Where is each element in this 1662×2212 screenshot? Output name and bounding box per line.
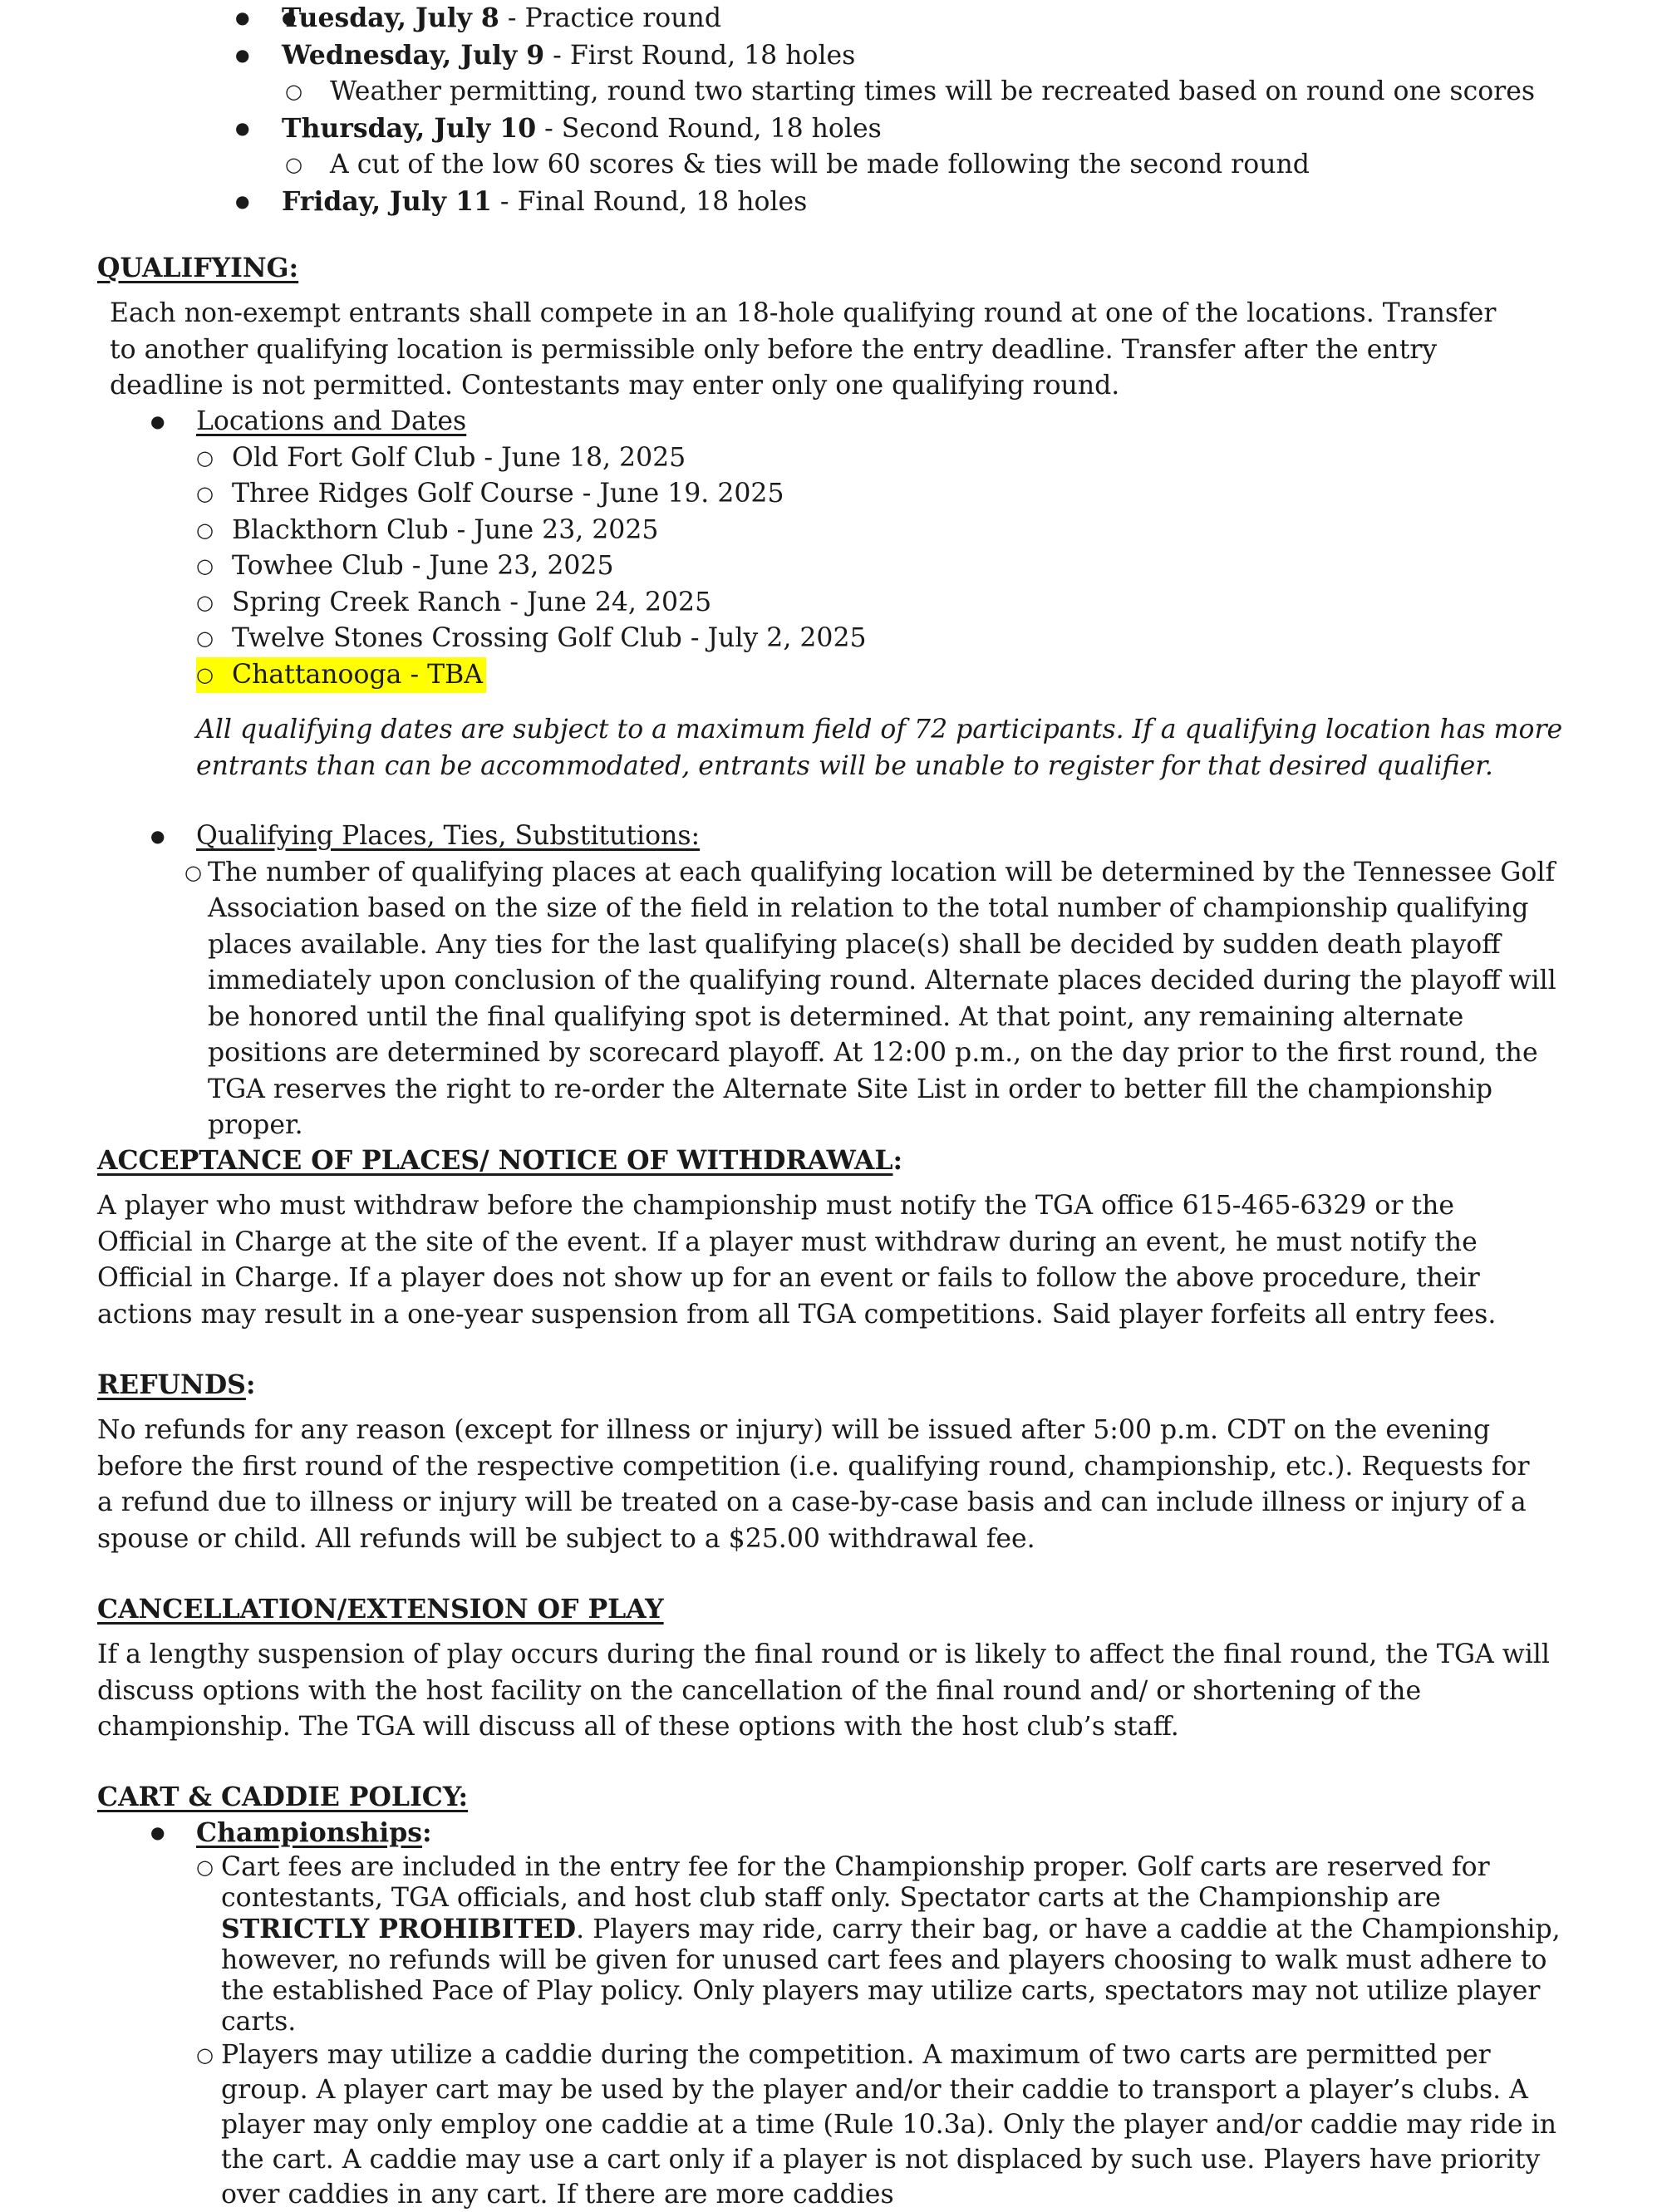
acceptance-heading-row (97, 1143, 1662, 1180)
location-text: Three Ridges Golf Course - June 19. 2025 (232, 479, 784, 509)
cart-item-text-a: Cart fees are included in the entry fee for the Championship proper. Golf carts are reserved for contestants, TGA officials, and host club staff only. Spectator carts at the Championship are (221, 1851, 1490, 1913)
schedule-desc: - Final Round, 18 holes (491, 186, 808, 217)
championships-label: Championships (196, 1817, 422, 1848)
circle-bullet-icon: ○ (196, 445, 214, 469)
schedule-desc: - Second Round, 18 holes (536, 113, 882, 144)
places-item (0, 855, 1662, 1144)
places-label-row (0, 818, 1662, 855)
location-item (0, 548, 1662, 585)
circle-bullet-icon: ○ (196, 590, 214, 614)
bullet-icon: ● (150, 826, 165, 846)
places-label: Qualifying Places, Ties, Substitutions: (196, 821, 701, 851)
refunds-colon: : (245, 1369, 256, 1400)
prohibited-text: STRICTLY PROHIBITED (221, 1913, 577, 1944)
location-text: Twelve Stones Crossing Golf Club - July 2, 2025 (232, 623, 867, 653)
location-item (0, 621, 1662, 657)
schedule-desc: - Practice round (499, 3, 721, 33)
caddie-item-text: Players may utilize a caddie during the competition. A maximum of two carts are permitted per group. A player cart may be used by the player and/or their caddie to transport a player’s clubs. A player may only employ one caddie at a time (Rule 10.3a). Only the player and/or caddie may ride in the cart. A caddie may use a cart only if a player is not displaced by such use. Players have priority over caddies in any cart. If there are more caddies (221, 2039, 1557, 2210)
location-item (0, 513, 1662, 549)
circle-bullet-icon: ○ (196, 662, 214, 686)
locations-label: Locations and Dates (196, 406, 467, 436)
circle-bullet-icon: ○ (285, 80, 302, 103)
bullet-icon: ● (150, 411, 165, 431)
schedule-item (0, 184, 1662, 221)
qualifying-intro: Each non-exempt entrants shall compete in an 18-hole qualifying round at one of the locations. Transfer to another qualifying location is permissible only before the entry deadline. Transfer after the entry deadline is not permitted. Contestants may enter only one qualifying round. (110, 298, 1497, 401)
schedule-day: Wednesday, July 9 (282, 39, 545, 71)
circle-bullet-icon: ○ (196, 2042, 214, 2067)
highlight-mark (196, 657, 486, 694)
location-item (0, 585, 1662, 622)
circle-bullet-icon: ○ (196, 627, 214, 650)
location-item (0, 476, 1662, 513)
field-note: All qualifying dates are subject to a maximum field of 72 participants. If a qualifying location has more entrants than can be accommodated, entrants will be unable to register for that desired qualifier. (196, 715, 1563, 781)
cart-heading: CART & CADDIE POLICY: (97, 1782, 469, 1812)
qualifying-heading: QUALIFYING: (97, 253, 299, 283)
location-text: Towhee Club - June 23, 2025 (232, 551, 614, 581)
location-text: Old Fort Golf Club - June 18, 2025 (232, 442, 686, 473)
schedule-note-text: A cut of the low 60 scores & ties will be made following the second round (330, 150, 1310, 179)
cart-item (0, 1852, 1662, 2037)
caddie-item (0, 2037, 1662, 2212)
refunds-heading-row (97, 1367, 1662, 1404)
cart-item-text (221, 1852, 1579, 2037)
refunds-text: No refunds for any reason (except for illness or injury) will be issued after 5:00 p.m. CDT on the evening before the first round of the respective competition (i.e. qualifying round, championship, etc.). Requests for a refund due to illness or injury will be treated on a case-by-case basis and can include illness or injury of a spouse or child. All refunds will be subject to a $25.00 withdrawal fee. (97, 1415, 1530, 1554)
schedule-day: Friday, July 11 (282, 185, 492, 217)
location-item-highlighted (0, 657, 1662, 694)
cancellation-heading: CANCELLATION/EXTENSION OF PLAY (97, 1594, 664, 1625)
acceptance-text: A player who must withdraw before the championship must notify the TGA office 615-465-6329 or the Official in Charge at the site of the event. If a player must withdraw during an event, he must notify the Official in Charge. If a player does not show up for an event or fails to follow the above procedure, their actions may result in a one-year suspension from all TGA competitions. Said player forfeits all entry fees. (97, 1191, 1497, 1330)
circle-bullet-icon: ○ (196, 482, 214, 505)
circle-bullet-icon: ○ (196, 554, 214, 578)
championships-section (0, 1815, 1662, 2212)
schedule-day: Tuesday, July 8 (282, 2, 499, 33)
bullet-icon: ● (150, 1822, 165, 1842)
schedule-desc: - First Round, 18 holes (544, 40, 856, 71)
bullet-icon: ● (235, 190, 250, 211)
circle-bullet-icon: ○ (196, 518, 214, 542)
location-text: Chattanooga - TBA (232, 659, 484, 690)
location-text: Blackthorn Club - June 23, 2025 (232, 514, 659, 545)
locations-label-row (0, 404, 1662, 440)
location-item (0, 440, 1662, 477)
schedule-item (0, 0, 1662, 37)
refunds-heading: REFUNDS (97, 1369, 246, 1400)
locations-section (0, 404, 1662, 693)
bullet-icon: ● ● (235, 7, 250, 27)
places-text: The number of qualifying places at each qualifying location will be determined by the Tennessee Golf Association based on the size of the field in relation to the total number of championship qualifying places available. Any ties for the last qualifying place(s) shall be decided by sudden death playoff immediately upon conclusion of the qualifying round. Alternate places decided during the playoff will be honored until the final qualifying spot is determined. At that point, any remaining alternate positions are determined by scorecard playoff. At 12:00 p.m., on the day prior to the first round, the TGA reserves the right to re-order the Alternate Site List in order to better fill the championship proper. (208, 857, 1556, 1140)
cancellation-text: If a lengthy suspension of play occurs during the final round or is likely to affect the final round, the TGA will discuss options with the host facility on the cancellation of the final round and/ or shortening of the championship. The TGA will discuss all of these options with the host club’s staff. (97, 1639, 1550, 1742)
schedule-note (0, 147, 1662, 184)
circle-bullet-icon: ○ (285, 153, 302, 176)
schedule-item (0, 37, 1662, 75)
circle-bullet-icon: ○ (184, 860, 202, 884)
places-section (0, 818, 1662, 1144)
schedule-day: Thursday, July 10 (282, 112, 537, 144)
championships-colon: : (421, 1817, 432, 1848)
cart-item-text-b: . Players may ride, carry their bag, or have a caddie at the Championship, however, no refunds will be given for unused cart fees and players choosing to walk must adhere to the established Pace of Play policy. Only players may utilize carts, spectators may not utilize player carts. (221, 1914, 1561, 2037)
championships-label-row (0, 1815, 1662, 1852)
schedule-item (0, 111, 1662, 148)
acceptance-colon: : (892, 1145, 903, 1176)
schedule-note (0, 74, 1662, 111)
schedule-note-text: Weather permitting, round two starting times will be recreated based on round one scores (330, 76, 1536, 106)
bullet-icon: ● (235, 44, 250, 65)
location-text: Spring Creek Ranch - June 24, 2025 (232, 587, 712, 617)
circle-bullet-icon: ○ (196, 1855, 214, 1879)
bullet-icon: ● (235, 117, 250, 138)
acceptance-heading: ACCEPTANCE OF PLACES/ NOTICE OF WITHDRAWAL (97, 1145, 893, 1176)
schedule-list (0, 0, 1662, 220)
